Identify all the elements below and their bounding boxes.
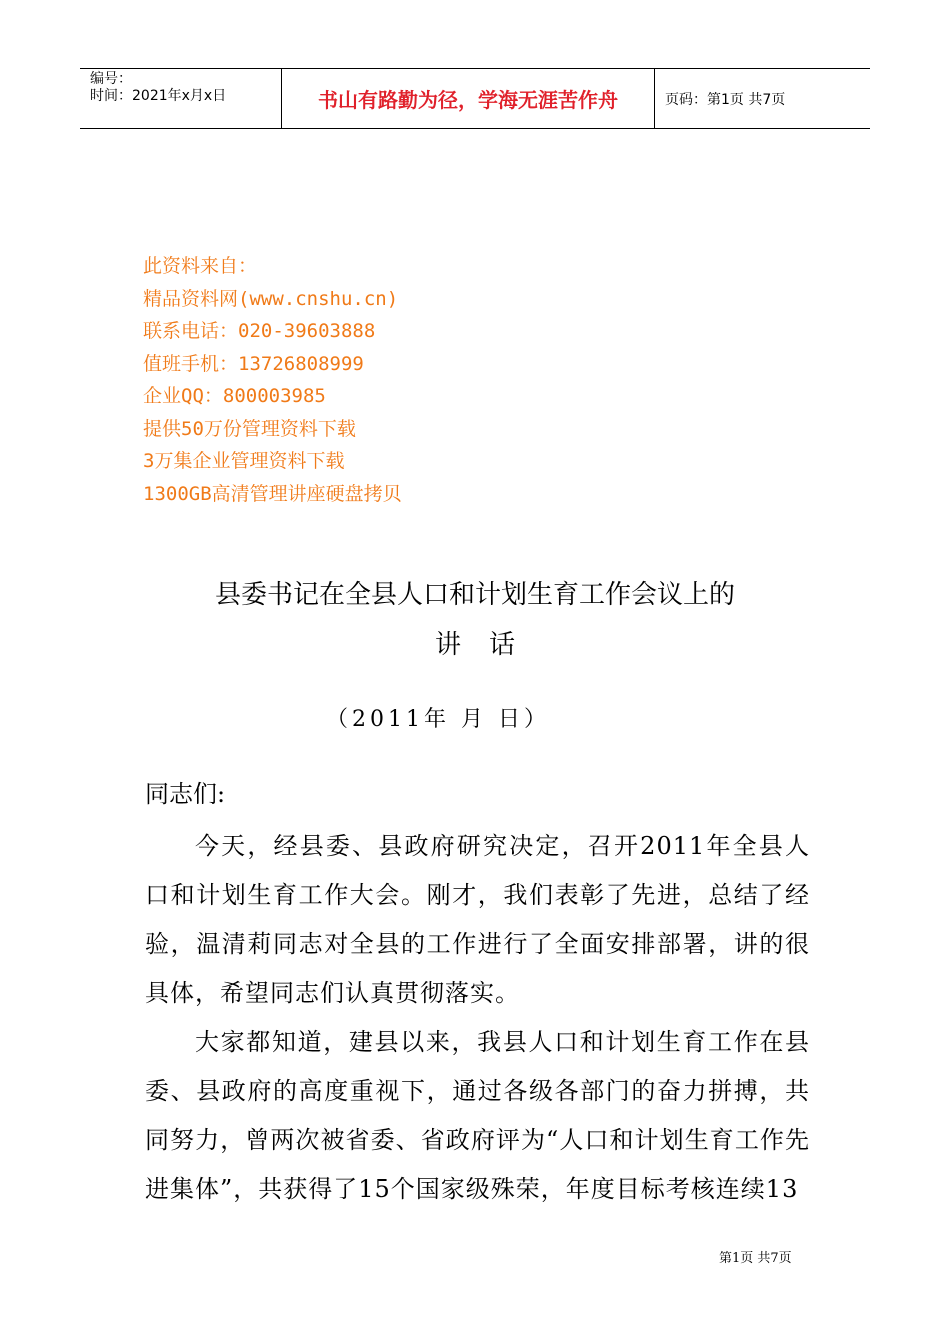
source-line: 精品资料网(www.cnshu.cn) xyxy=(143,287,399,310)
header-number-label: 编号： xyxy=(90,71,132,87)
source-line: 此资料来自： xyxy=(143,255,258,277)
header-meta xyxy=(80,69,282,128)
header-time-label: 时间：2021年x月x日 xyxy=(90,88,227,104)
source-line: 3万集企业管理资料下载 xyxy=(143,450,345,472)
document-title-line2: 讲话 xyxy=(434,630,543,660)
source-line: 提供50万份管理资料下载 xyxy=(143,417,356,440)
document-header xyxy=(80,68,870,129)
source-line: 1300GB高清管理讲座硬盘拷贝 xyxy=(143,482,402,505)
header-motto: 书山有路勤为径，学海无涯苦作舟 xyxy=(282,69,655,128)
body-paragraph: 今天，经县委、县政府研究决定，召开2011年全县人口和计划生育工作大会。刚才，我们表彰了先进，总结了经验，温清莉同志对全县的工作进行了全面安排部署，讲的很具体，希望同志们认真贯彻落实。 xyxy=(145,832,810,1007)
source-info-block xyxy=(143,250,402,510)
source-line: 值班手机：13726808999 xyxy=(143,352,364,375)
header-page-info: 页码：第1页 共7页 xyxy=(665,91,786,108)
document-title-line1: 县委书记在全县人口和计划生育工作会议上的 xyxy=(214,580,735,610)
salutation: 同志们: xyxy=(145,780,226,808)
page-footer: 第1页 共7页 xyxy=(719,1251,792,1266)
body-paragraph: 大家都知道，建县以来，我县人口和计划生育工作在县委、县政府的高度重视下，通过各级各部门的奋力拼搏，共同努力，曾两次被省委、省政府评为“人口和计划生育工作先进集体”，共获得了15个国家级殊荣，年度目标考核连续13 xyxy=(145,1028,810,1203)
source-line: 联系电话：020-39603888 xyxy=(143,320,376,342)
document-date: （2011年 月 日） xyxy=(326,707,550,732)
source-line: 企业QQ：800003985 xyxy=(143,385,326,407)
